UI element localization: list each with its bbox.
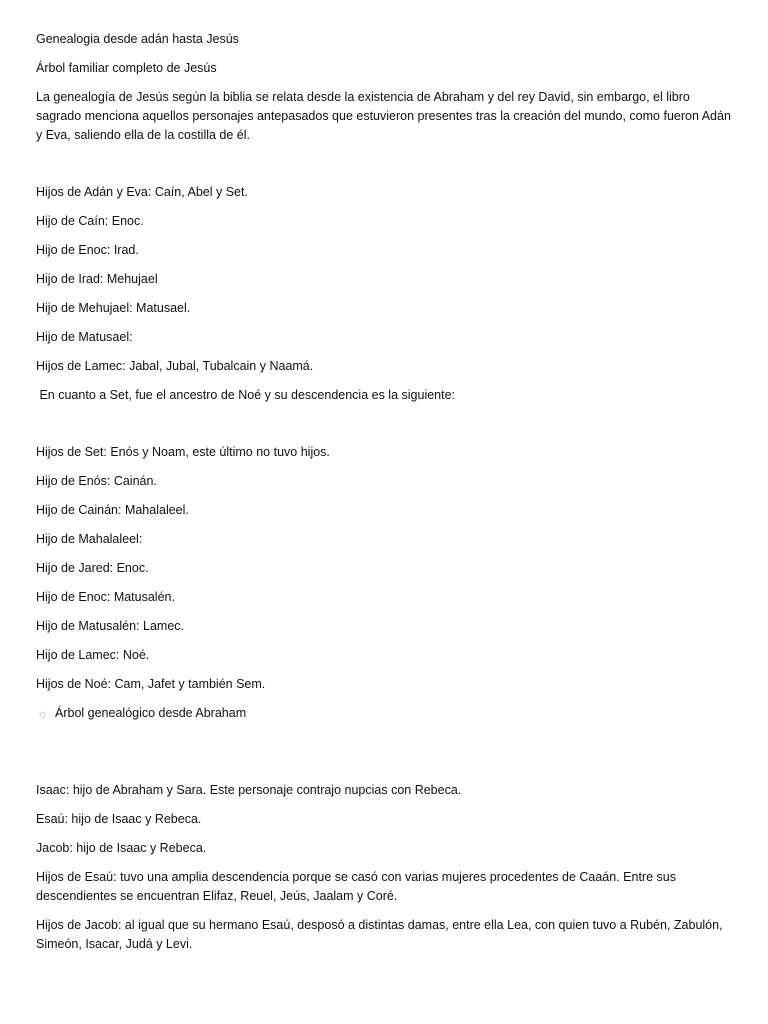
sun-icon: ☼ <box>36 706 49 721</box>
intro-paragraph: La genealogía de Jesús según la biblia se relata desde la existencia de Abraham y del rey David, sin embargo, el libro sagrado menciona aquellos personajes antepasados que estuvieron presentes tras la creación del mundo, como fueron Adán y Eva, saliendo ella de la costilla de él. <box>36 90 731 142</box>
abraham-heading <box>36 704 736 723</box>
set-line-item: Hijo de Jared: Enoc. <box>36 561 149 575</box>
cain-line-item: Hijo de Caín: Enoc. <box>36 214 144 228</box>
abraham-line-item: Isaac: hijo de Abraham y Sara. Este personaje contrajo nupcias con Rebeca. <box>36 783 462 797</box>
document-title: Genealogia desde adán hasta Jesús <box>36 32 239 46</box>
set-line-item: Hijo de Mahalaleel: <box>36 532 143 546</box>
cain-line-item: Hijo de Irad: Mehujael <box>36 272 158 286</box>
blank-line <box>36 405 736 443</box>
abraham-line-item: Hijos de Jacob: al igual que su hermano Esaú, desposó a distintas damas, entre ella Lea, con quien tuvo a Rubén, Zabulón, Simeón, Isacar, Judá y Levi. <box>36 918 723 951</box>
set-line-item: Hijo de Matusalén: Lamec. <box>36 619 184 633</box>
cain-line-item: Hijos de Lamec: Jabal, Jubal, Tubalcain y Naamá. <box>36 359 314 373</box>
set-line-item: Hijos de Set: Enós y Noam, este último no tuvo hijos. <box>36 445 330 459</box>
set-transition-line: En cuanto a Set, fue el ancestro de Noé y su descendencia es la siguiente: <box>36 388 456 402</box>
abraham-heading-text: Árbol genealógico desde Abraham <box>55 706 247 720</box>
set-line-item: Hijos de Noé: Cam, Jafet y también Sem. <box>36 677 266 691</box>
set-line-item: Hijo de Enoc: Matusalén. <box>36 590 175 604</box>
cain-line-item: Hijo de Matusael: <box>36 330 133 344</box>
abraham-line-item: Jacob: hijo de Isaac y Rebeca. <box>36 841 207 855</box>
abraham-line-item: Hijos de Esaú: tuvo una amplia descendencia porque se casó con varias mujeres procedentes de Caaán. Entre sus descendientes se encuentran Elifaz, Reuel, Jeús, Jaalam y Coré. <box>36 870 676 903</box>
document-subtitle: Árbol familiar completo de Jesús <box>36 61 217 75</box>
document-body <box>36 30 736 964</box>
cain-line-item: Hijo de Enoc: Irad. <box>36 243 139 257</box>
set-line-item: Hijo de Lamec: Noé. <box>36 648 150 662</box>
blank-lines <box>36 723 736 781</box>
set-line-item: Hijo de Enós: Cainán. <box>36 474 157 488</box>
set-line-item: Hijo de Cainán: Mahalaleel. <box>36 503 189 517</box>
abraham-line-item: Esaú: hijo de Isaac y Rebeca. <box>36 812 202 826</box>
blank-line <box>36 145 736 183</box>
cain-line-item: Hijo de Mehujael: Matusael. <box>36 301 191 315</box>
cain-line-item: Hijos de Adán y Eva: Caín, Abel y Set. <box>36 185 248 199</box>
